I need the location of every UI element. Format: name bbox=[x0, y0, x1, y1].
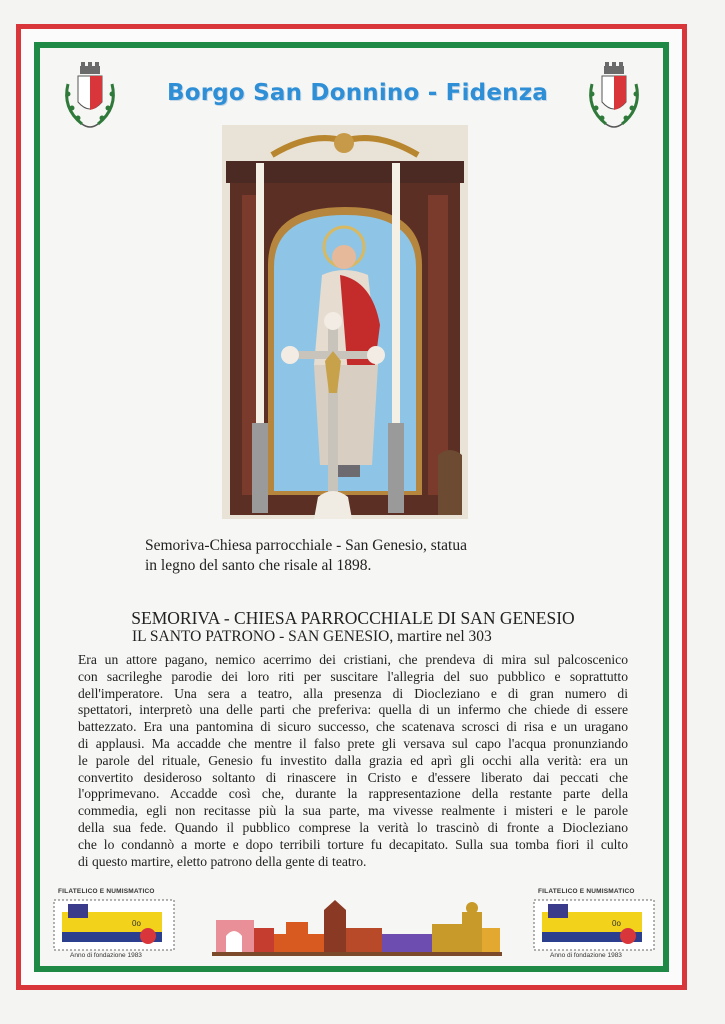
body-line: convertito desideroso soltanto di rinascere in Cristo e d'essere liberato dai peccati che bbox=[78, 769, 628, 785]
stamp-logo-icon bbox=[48, 898, 180, 954]
stamp-top-label: FILATELICO E NUMISMATICO bbox=[58, 888, 155, 895]
caption-line: in legno del santo che risale al 1898. bbox=[145, 557, 372, 574]
body-line: della sua fede. Quando il pubblico comprese la verità lo trascinò di fronte a Diocleziano bbox=[78, 819, 628, 835]
svg-text:0o: 0o bbox=[132, 919, 141, 928]
article-body bbox=[78, 652, 628, 870]
body-line: che lo condannò a morte e dopo terribili torture fu decapitato. Sulla sua tomba fiori il culto bbox=[78, 836, 628, 852]
statue-photo bbox=[222, 125, 468, 519]
body-line: Era un attore pagano, nemico acerrimo dei cristiani, che prendeva di mira sul palcoscenico bbox=[78, 652, 628, 667]
photo-caption bbox=[145, 536, 565, 576]
body-line: le parole del rituale, Genesio fu investito dalla grazia ed aprì gli occhi alla verità: era un bbox=[78, 752, 628, 768]
page-title: Borgo San Donnino - Fidenza bbox=[166, 80, 548, 106]
body-line: con sacrileghe parodie dei loro riti per suscitare l'allegria del suo pubblico e soprattutto bbox=[78, 668, 628, 684]
body-line: dell'imperatore. Una sera a teatro, alla presenza di Diocleziano e di gran numero di bbox=[78, 685, 628, 701]
svg-text:0o: 0o bbox=[612, 919, 621, 928]
body-line: battezzato. Era una pantomina di sicuro successo, che scatenava scrosci di risa e un uragano bbox=[78, 719, 628, 735]
stamp-bottom-label: Anno di fondazione 1983 bbox=[550, 952, 622, 959]
stamp-bottom-label: Anno di fondazione 1983 bbox=[70, 952, 142, 959]
skyline-icon bbox=[212, 898, 502, 956]
body-line: di applausi. Ma accadde che mentre il falso prete gli versava sul capo l'acqua pronunziando bbox=[78, 735, 628, 751]
article-heading: SEMORIVA - CHIESA PARROCCHIALE DI SAN GENESIO bbox=[131, 608, 575, 628]
stamp-logo-icon bbox=[528, 898, 660, 954]
article-subheading: IL SANTO PATRONO - SAN GENESIO, martire nel 303 bbox=[132, 628, 492, 645]
crest-icon bbox=[584, 62, 644, 138]
body-line: di questo martire, eletto patrono della gente di teatro. bbox=[78, 853, 367, 869]
body-line: spettatori, interpretò una delle parti che preferiva: quella di un infermo che chiede di essere bbox=[78, 702, 628, 718]
stamp-logo-left bbox=[48, 888, 184, 966]
body-line: l'opprimevano. Accadde così che, durante la rappresentazione della restante parte della bbox=[78, 786, 628, 802]
stamp-logo-right bbox=[528, 888, 664, 966]
stamp-top-label: FILATELICO E NUMISMATICO bbox=[538, 888, 635, 895]
body-line: commedia, egli non recitasse più la sua parte, ma vivesse realmente i misteri e le parole bbox=[78, 803, 628, 819]
caption-line: Semoriva-Chiesa parrocchiale - San Genesio, statua bbox=[145, 537, 467, 554]
